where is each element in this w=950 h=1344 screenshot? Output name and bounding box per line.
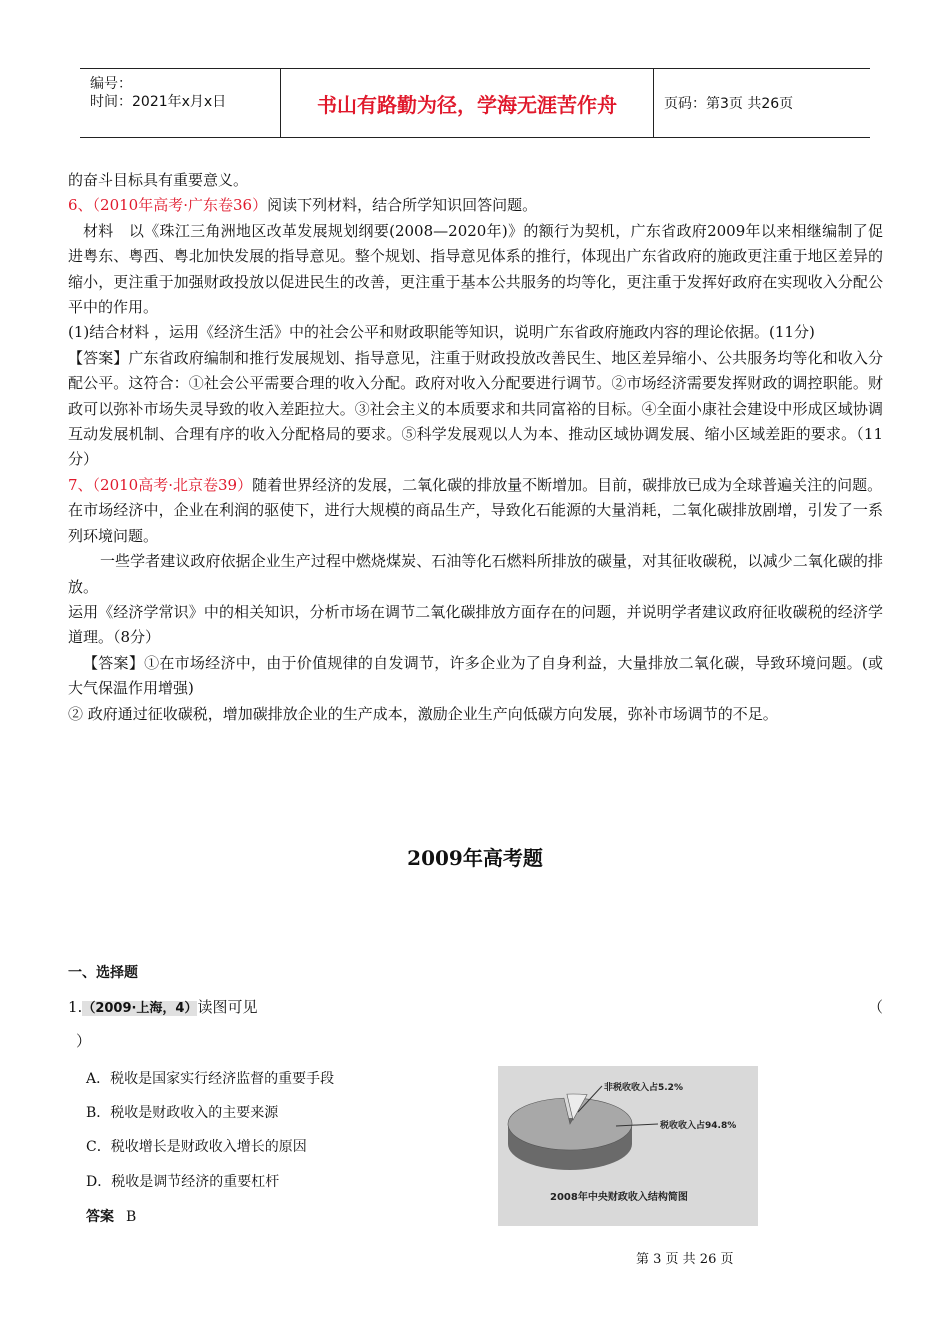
question-number: 6、 [68, 196, 93, 215]
page-footer: 第 3 页 共 26 页 [636, 1252, 734, 1267]
question-1 [68, 996, 258, 1017]
answer-paragraph: ② 政府通过征收碳税，增加碳排放企业的生产成本，激励企业生产向低碳方向发展，弥补市场调节的不足。 [68, 704, 778, 723]
answer-label: 答案 [86, 1209, 114, 1225]
section-heading: 一、选择题 [68, 965, 138, 981]
legend-label-nontax: 非税收收入占5.2% [604, 1083, 683, 1093]
question-7 [68, 473, 883, 498]
text-paragraph: 在市场经济中，企业在利润的驱使下，进行大规模的商品生产，导致化石能源的大量消耗，二氧化碳排放剧增，引发了一系列环境问题。 [68, 501, 883, 545]
answer-paragraph: 【答案】①在市场经济中，由于价值规律的自发调节，许多企业为了自身利益，大量排放二氧化碳，导致环境问题。(或大气保温作用增强) [68, 653, 883, 698]
answer-paragraph: 【答案】广东省政府编制和推行发展规划、指导意见，注重于财政投放改善民生、地区差异缩小、公共服务均等化和收入分配公平。这符合：①社会公平需要合理的收入分配。政府对收入分配要进行调节。②市场经济需要发挥财政的调控职能。财政可以弥补市场失灵导致的收入差距拉大。③社会主义的本质要求和共同富裕的目标。④全面小康社会建设中形成区域协调互动发展机制、合理有序的收入分配格局的要求。⑤科学发展观以人为本、推动区域协调发展、缩小区域差距的要求。（11分） [68, 348, 883, 469]
question-source: （2010年高考·广东卷36） [92, 196, 268, 215]
number-label: 编号： [90, 76, 132, 92]
option-a: A．税收是国家实行经济监督的重要手段 [86, 1071, 335, 1087]
text-paragraph: 一些学者建议政府依据企业生产过程中燃烧煤炭、石油等化石燃料所排放的碳量，对其征收碳税，以减少二氧化碳的排放。 [68, 552, 883, 596]
text-line: 的奋斗目标具有重要意义。 [68, 171, 249, 189]
pie-chart-figure [498, 1066, 758, 1226]
question-number: 1. [68, 998, 83, 1016]
header-meta-cell [80, 69, 281, 137]
question-number: 7、 [68, 475, 93, 494]
paren-open: （ [868, 998, 884, 1016]
sub-question: (1)结合材料 ，运用《经济生活》中的社会公平和财政职能等知识，说明广东省政府施政内容的理论依据。(11分) [68, 323, 815, 342]
option-d: D．税收是调节经济的重要杠杆 [86, 1174, 280, 1190]
option-c: C．税收增长是财政收入增长的原因 [86, 1139, 307, 1155]
header-page-label: 页码：第3页 共26页 [664, 96, 794, 112]
section-title: 2009年高考题 [407, 846, 543, 870]
legend-label-tax: 税收收入占94.8% [660, 1121, 737, 1131]
page-header [80, 68, 870, 138]
document-body [68, 168, 883, 727]
question-source: （2010高考·北京卷39） [92, 475, 253, 494]
answer-line [86, 1206, 136, 1226]
material-paragraph: 材料 以《珠江三角洲地区改革发展规划纲要(2008—2020年)》的额行为契机，广东省政府2009年以来相继编制了促进粤东、粤西、粤北加快发展的指导意见。整个规划、指导意见体系的推行，体现出广东省政府的施政更注重于地区差异的缩小，更注重于加强财政投放以促进民生的改善，更注重于基本公共服务的均等化，更注重于发挥好政府在实现收入分配公平中的作用。 [68, 221, 883, 317]
header-motto: 书山有路勤为径，学海无涯苦作舟 [281, 69, 654, 137]
option-b: B．税收是财政收入的主要来源 [86, 1105, 279, 1121]
question-text: 随着世界经济的发展，二氧化碳的排放量不断增加。目前，碳排放已成为全球普遍关注的问题。 [252, 475, 883, 494]
answer-value: B [126, 1209, 137, 1225]
chart-title: 2008年中央财政收入结构简图 [550, 1192, 688, 1203]
question-6 [68, 193, 883, 218]
question-source: （2009·上海，4） [82, 1001, 198, 1016]
time-label: 时间：2021年x月x日 [90, 94, 227, 110]
paren-close: ） [76, 1032, 92, 1050]
question-text: 阅读下列材料，结合所学知识回答问题。 [267, 196, 538, 215]
text-paragraph: 运用《经济学常识》中的相关知识，分析市场在调节二氧化碳排放方面存在的问题，并说明学者建议政府征收碳税的经济学道理。（8分） [68, 602, 883, 647]
question-text: 读图可见 [197, 998, 258, 1016]
